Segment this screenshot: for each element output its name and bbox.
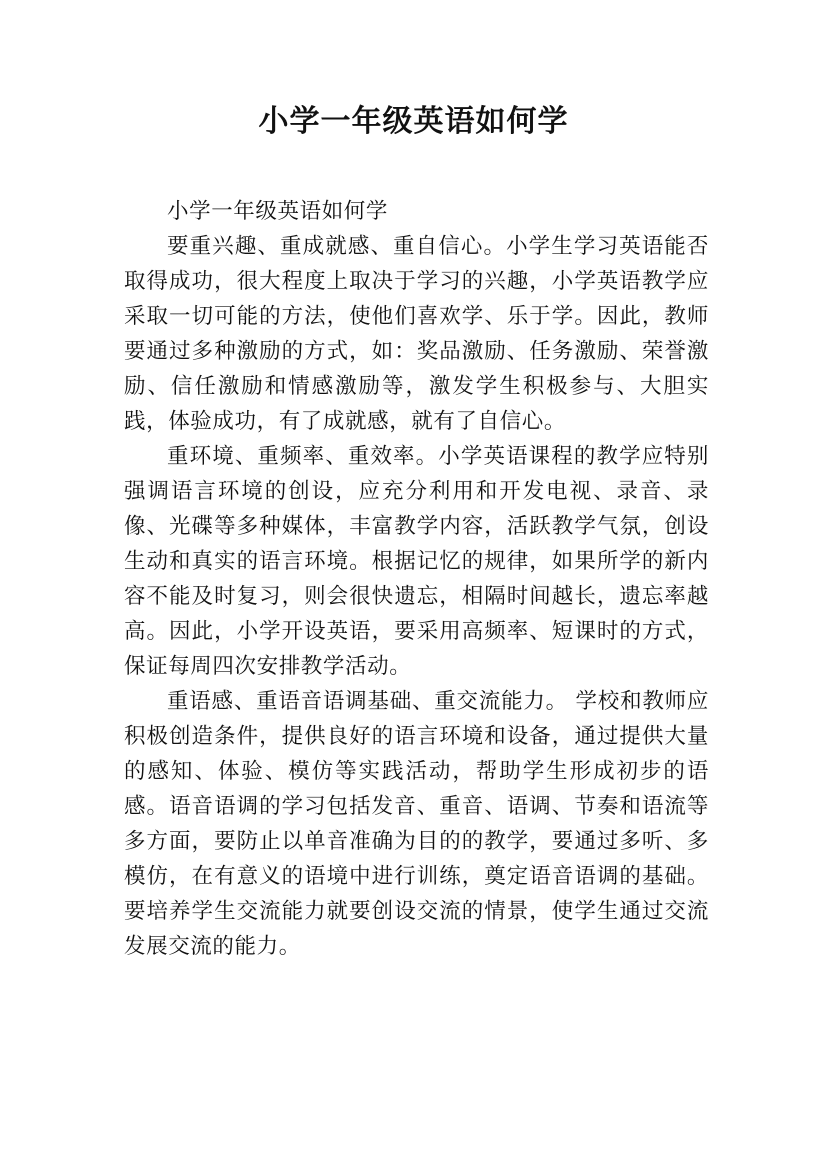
paragraph-environment-frequency: 重环境、重频率、重效率。小学英语课程的教学应特别强调语言环境的创设，应充分利用和开发电视、录音、录像、光碟等多种媒体，丰富教学内容，活跃教学气氛，创设生动和真实的语言环境。根据记忆的规律，如果所学的新内容不能及时复习，则会很快遗忘，相隔时间越长，遗忘率越高。因此，小学开设英语，要采用高频率、短课时的方式，保证每周四次安排教学活动。 [124, 444, 709, 679]
paragraph-language-sense: 重语感、重语音语调基础、重交流能力。 学校和教师应积极创造条件，提供良好的语言环境和设备，通过提供大量的感知、体验、模仿等实践活动，帮助学生形成初步的语感。语音语调的学习包括发音、重音、语调、节奏和语流等多方面，要防止以单音准确为目的的教学，要通过多听、多模仿，在有意义的语境中进行训练，奠定语音语调的基础。要培养学生交流能力就要创设交流的情景，使学生通过交流发展交流的能力。 [124, 689, 709, 959]
document-title: 小学一年级英语如何学 [258, 104, 569, 139]
document-body [124, 194, 709, 964]
paragraph-subtitle: 小学一年级英语如何学 [167, 199, 389, 224]
paragraph-interest-confidence: 要重兴趣、重成就感、重自信心。小学生学习英语能否取得成功，很大程度上取决于学习的兴趣，小学英语教学应采取一切可能的方法，使他们喜欢学、乐于学。因此，教师要通过多种激励的方式，如：奖品激励、任务激励、荣誉激励、信任激励和情感激励等，激发学生积极参与、大胆实践，体验成功，有了成就感，就有了自信心。 [124, 234, 709, 434]
